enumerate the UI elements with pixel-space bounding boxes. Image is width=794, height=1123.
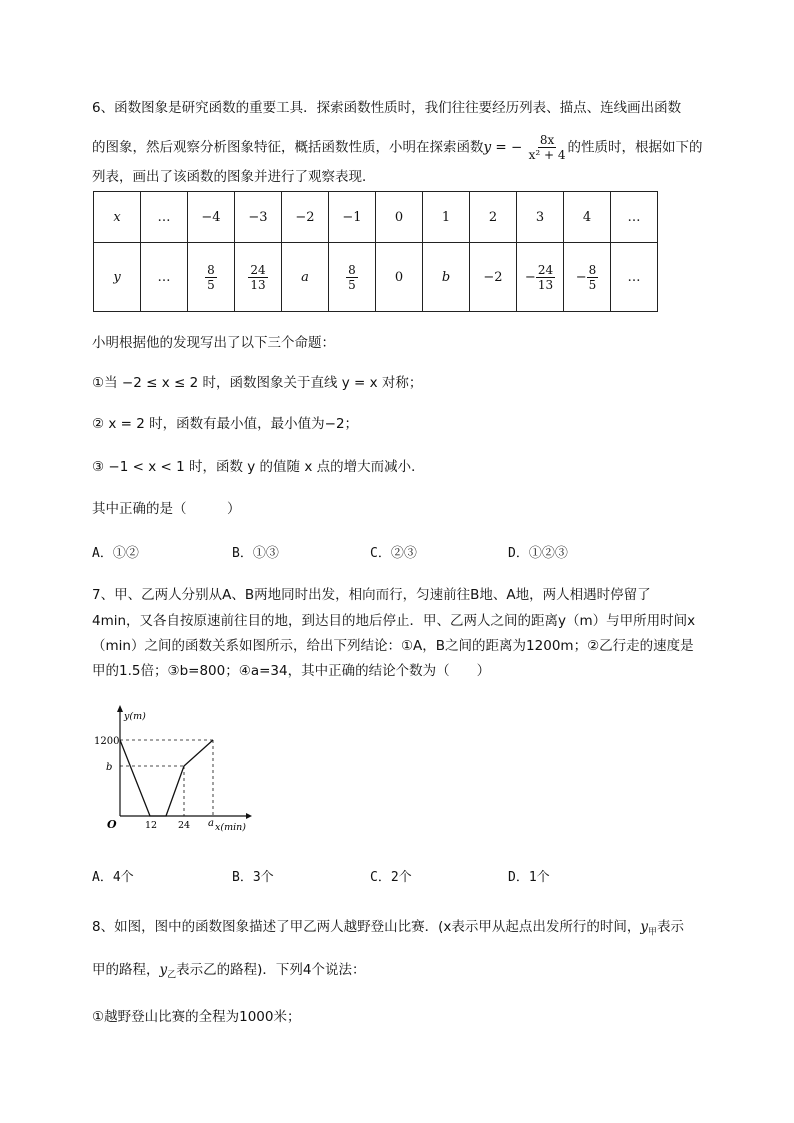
fraction-sign: − — [524, 269, 536, 285]
q6-line-2-post: 的性质时，根据如下的 — [567, 139, 703, 156]
function-fraction — [527, 133, 568, 162]
y-tick-1200: 1200 — [94, 736, 120, 747]
y-axis-label: y(m) — [124, 711, 146, 722]
q6-question: 其中正确的是（ ） — [92, 501, 241, 517]
table-cell — [517, 243, 564, 312]
origin-label: O — [107, 818, 117, 831]
x-axis-arrow-icon — [246, 813, 252, 819]
q7-option-d[interactable]: D．1个 — [508, 870, 550, 885]
x-tick-24: 24 — [178, 820, 191, 831]
table-cell: b — [423, 243, 470, 312]
table-row-y — [94, 243, 658, 312]
table-cell: −2 — [282, 192, 329, 243]
value-table — [93, 191, 658, 312]
table-cell: −3 — [235, 192, 282, 243]
q8-line-2-post: 表示乙的路程)．下列4个说法： — [176, 962, 366, 978]
q6-proposition-1: ①当 −2 ≤ x ≤ 2 时，函数图象关于直线 y = x 对称； — [92, 375, 423, 391]
fraction-denominator: 5 — [588, 277, 597, 292]
q6-line-3: 列表，画出了该函数的图象并进行了观察表现． — [92, 169, 376, 185]
fraction-numerator: 24 — [250, 262, 266, 277]
table-cell — [188, 243, 235, 312]
y-tick-b: b — [106, 762, 113, 773]
q7-option-a[interactable]: A．4个 — [92, 870, 134, 885]
table-cell: −4 — [188, 192, 235, 243]
graph-line — [120, 740, 213, 816]
function-denominator: x² + 4 — [528, 148, 566, 162]
q6-line-1: 6、函数图象是研究函数的重要工具．探索函数性质时，我们往往要经历列表、描点、连线画出函数 — [92, 100, 682, 116]
q6-line-2 — [92, 133, 703, 162]
q6-option-a[interactable]: A．①② — [92, 546, 139, 561]
fraction-numerator: 8 — [207, 262, 215, 277]
table-cell: 1 — [423, 192, 470, 243]
table-cell: 0 — [376, 192, 423, 243]
table-cell: 2 — [470, 192, 517, 243]
x-axis-label: x(min) — [215, 822, 246, 833]
fraction-denominator: 5 — [207, 277, 215, 292]
q8-line-1 — [92, 917, 684, 943]
fraction-sign: − — [575, 269, 587, 285]
table-cell: 0 — [376, 243, 423, 312]
q6-option-b[interactable]: B．①③ — [232, 546, 279, 561]
q8-line-1-mid: x表示甲从起点出发所行的时间， — [443, 919, 641, 935]
table-fraction — [346, 263, 358, 292]
q7-option-c[interactable]: C．2个 — [370, 870, 412, 885]
q7-line-2: 4min，又各自按原速前往目的地，到达目的地后停止．甲、乙两人之间的距离y（m）与甲所用时间x — [92, 613, 696, 629]
fraction-denominator: 13 — [537, 277, 554, 292]
y-yi-symbol: y — [159, 962, 168, 978]
q6-intro: 小明根据他的发现写出了以下三个命题： — [92, 335, 335, 351]
fraction-denominator: 5 — [348, 277, 356, 292]
fraction-numerator: 8 — [348, 262, 356, 277]
y-jia-subscript: 甲 — [648, 927, 658, 938]
distance-time-graph — [80, 700, 260, 840]
q8-line-2-pre: 甲的路程， — [92, 962, 160, 978]
q6-proposition-3: ③ −1 < x < 1 时，函数 y 的值随 x 点的增大而减小． — [92, 459, 425, 475]
table-fraction — [248, 263, 267, 292]
y-yi-subscript: 乙 — [167, 970, 177, 981]
q8-line-1-post: 表示 — [657, 919, 685, 935]
table-fraction — [205, 263, 217, 292]
q6-option-d[interactable]: D．①②③ — [508, 546, 568, 561]
q7-line-3: （min）之间的函数关系如图所示，给出下列结论：①A，B之间的距离为1200m；②乙行走的速度是 — [92, 638, 694, 654]
table-cell: a — [282, 243, 329, 312]
table-cell-y-label: y — [94, 243, 141, 312]
table-cell: 4 — [564, 192, 611, 243]
fraction-numerator: 8 — [588, 262, 597, 277]
q7-option-b[interactable]: B．3个 — [232, 870, 274, 885]
table-cell: −1 — [329, 192, 376, 243]
table-fraction — [536, 263, 555, 292]
q8-line-1-pre: 8、如图，图中的函数图象描述了甲乙两人越野登山比赛．( — [92, 919, 444, 935]
table-cell: … — [141, 192, 188, 243]
q7-line-4: 甲的1.5倍；③b=800；④a=34，其中正确的结论个数为（ ） — [92, 663, 491, 679]
q8-line-3: ①越野登山比赛的全程为1000米； — [92, 1009, 301, 1025]
table-cell: −2 — [470, 243, 517, 312]
table-cell: … — [611, 192, 658, 243]
q6-line-2-pre: 的图象，然后观察分析图象特征，概括函数性质，小明在探索函数 — [92, 139, 484, 156]
table-fraction — [587, 263, 599, 292]
function-lhs: y = − — [483, 139, 523, 156]
fraction-denominator: 13 — [250, 277, 266, 292]
table-cell-x-label: x — [94, 192, 141, 243]
table-cell: … — [141, 243, 188, 312]
q8-line-2 — [92, 960, 366, 986]
table-cell — [564, 243, 611, 312]
table-cell: 3 — [517, 192, 564, 243]
function-numerator: 8x — [539, 133, 555, 147]
table-cell: … — [611, 243, 658, 312]
table-row-x — [94, 192, 658, 243]
table-cell — [235, 243, 282, 312]
fraction-numerator: 24 — [537, 262, 554, 277]
x-tick-a: a — [208, 818, 214, 829]
q7-line-1: 7、甲、乙两人分别从A、B两地同时出发，相向而行，匀速前往B地、A地，两人相遇时停留了 — [92, 587, 651, 603]
y-axis-arrow-icon — [117, 705, 123, 712]
q6-option-c[interactable]: C．②③ — [370, 546, 417, 561]
q6-proposition-2: ② x = 2 时，函数有最小值，最小值为−2； — [92, 416, 359, 432]
x-tick-12: 12 — [145, 820, 158, 831]
table-cell — [329, 243, 376, 312]
y-jia-symbol: y — [640, 919, 648, 935]
